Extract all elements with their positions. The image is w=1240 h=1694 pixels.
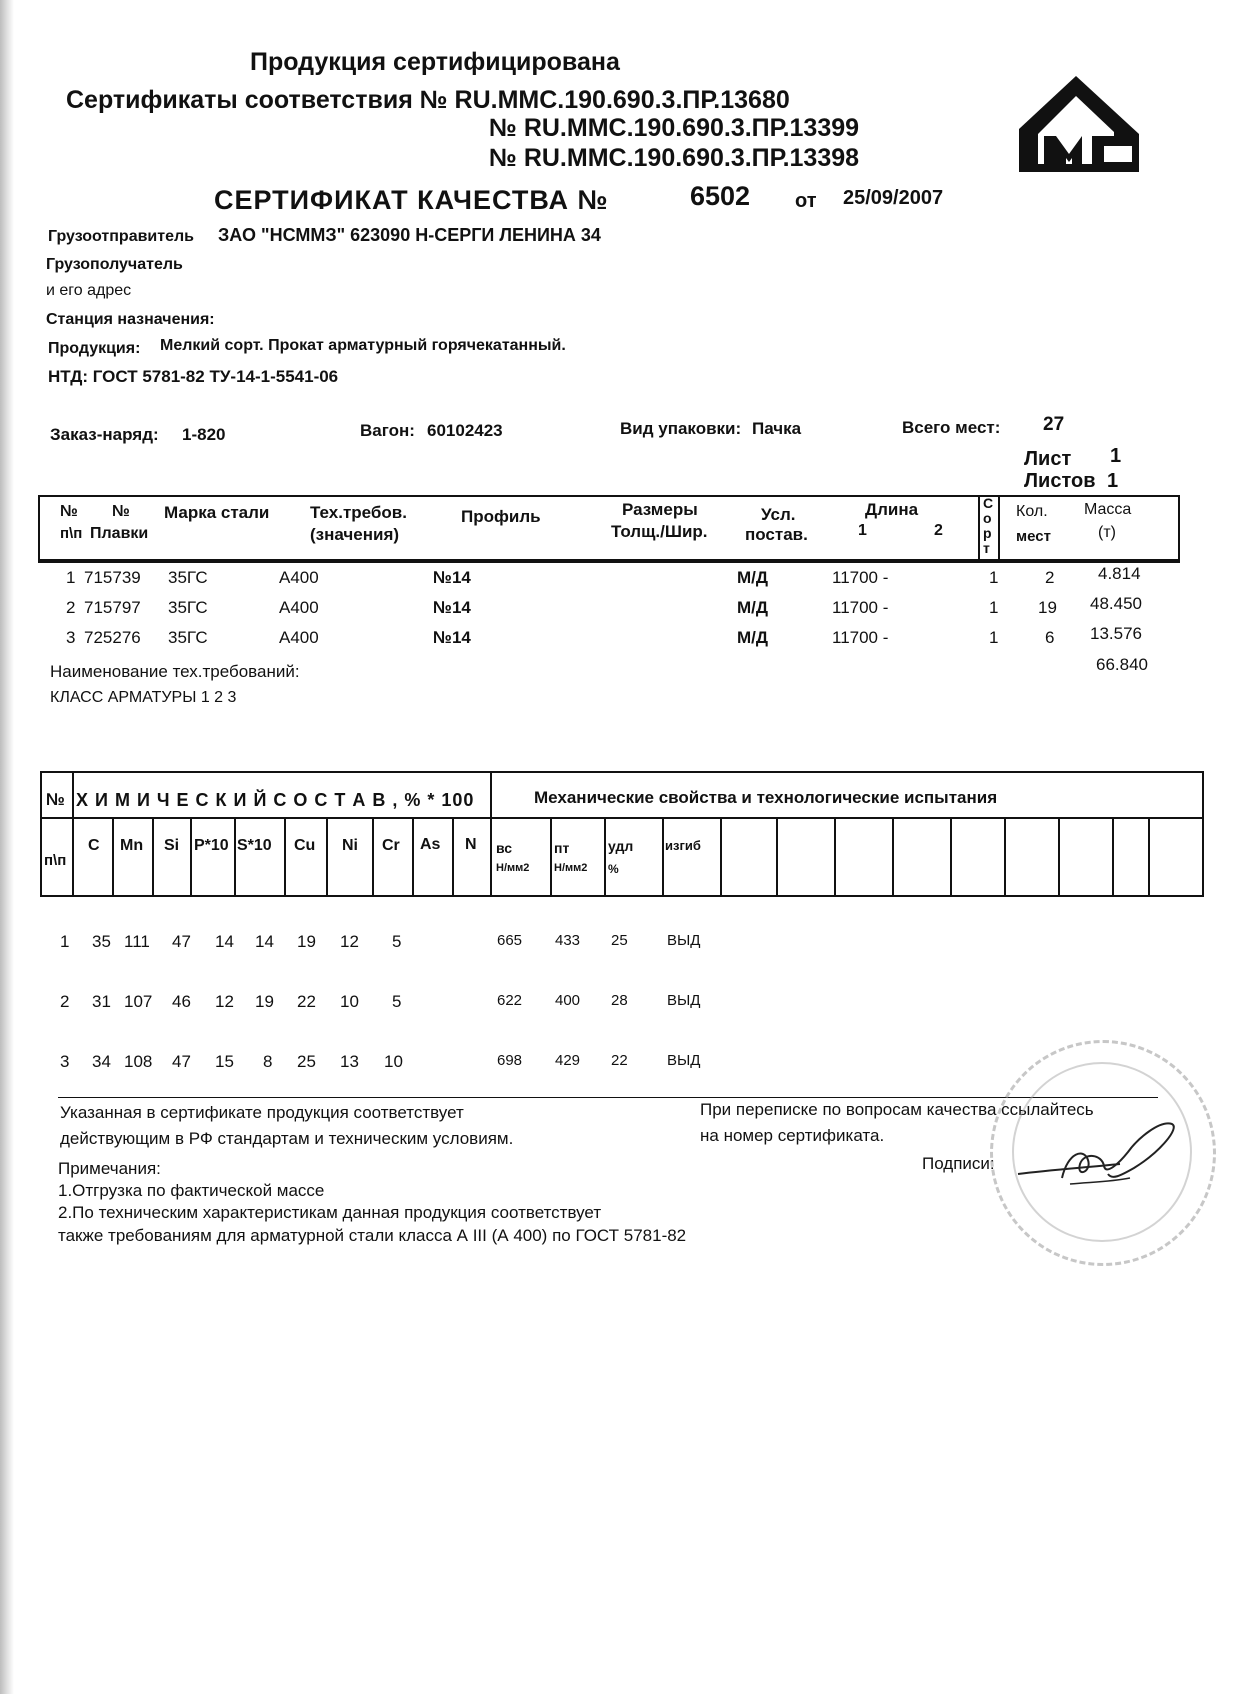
mech-col-vs-unit: Н/мм2 [496, 862, 530, 874]
col-divider [834, 817, 836, 895]
col-divider [720, 817, 722, 895]
mech-col-udl-unit: % [608, 862, 619, 876]
col-divider [662, 817, 664, 895]
col-tech: Тех.требов. [310, 503, 407, 522]
cert-number: 6502 [690, 181, 751, 211]
col-cond: Усл. [761, 505, 796, 524]
col-divider [112, 817, 114, 895]
header-bottom-rule [38, 561, 1180, 563]
col-divider [372, 817, 374, 895]
col-qty-sub: мест [1016, 528, 1051, 545]
conformity-cert-3: № RU.MMC.190.690.3.ПР.13398 [489, 144, 860, 172]
tech-req-value: КЛАСС АРМАТУРЫ 1 2 3 [50, 689, 237, 706]
signature-label: Подписи: [922, 1154, 995, 1173]
notes-label: Примечания: [58, 1159, 161, 1178]
col-divider [1058, 817, 1060, 895]
chem-col-as: As [420, 836, 441, 853]
sheet-value: 1 [1110, 445, 1122, 467]
product-label: Продукция: [48, 340, 141, 357]
mech-title: Механические свойства и технологические испытания [534, 788, 998, 807]
chem-col-ni: Ni [342, 837, 358, 854]
mmc-logo-icon [1014, 74, 1144, 174]
mech-col-vs: вс [496, 840, 513, 856]
col-mass-sub: (т) [1098, 524, 1116, 541]
chem-no-divider [72, 771, 74, 895]
mech-col-pt: пт [554, 840, 570, 856]
mech-col-pt-unit: Н/мм2 [554, 862, 588, 874]
conformity-cert-1: Сертификаты соответствия № RU.MMC.190.690.3.ПР.13680 [66, 86, 790, 114]
chem-col-c: C [88, 837, 100, 854]
shipper-value: ЗАО "НСММЗ" 623090 Н-СЕРГИ ЛЕНИНА 34 [218, 225, 601, 245]
chem-col-s: S*10 [237, 837, 272, 854]
col-divider [776, 817, 778, 895]
col-divider [284, 817, 286, 895]
col-divider [234, 817, 236, 895]
shipper-label: Грузоотправитель [48, 228, 194, 245]
scan-edge [0, 0, 14, 1694]
col-qty: Кол. [1016, 503, 1048, 520]
sheets-label: Листов [1024, 470, 1096, 492]
col-no: № [60, 503, 78, 520]
pack-value: Пачка [752, 419, 802, 438]
places-value: 27 [1043, 414, 1065, 435]
sheets-value: 1 [1107, 470, 1119, 492]
col-melt-sub: Плавки [90, 525, 149, 542]
chem-col-cu: Cu [294, 837, 316, 854]
col-size: Размеры [622, 500, 698, 519]
chem-title: Х И М И Ч Е С К И Й С О С Т А В , % * 100 [76, 790, 475, 810]
note-2: 2.По техническим характеристикам данная продукция соответствует [58, 1203, 602, 1222]
col-divider [152, 817, 154, 895]
col-mass: Масса [1084, 501, 1132, 518]
col-melt: № [112, 503, 130, 520]
places-label: Всего мест: [902, 418, 1001, 437]
product-value: Мелкий сорт. Прокат арматурный горячекатанный. [160, 337, 566, 354]
sheet-label: Лист [1024, 448, 1072, 470]
mech-col-udl: удл [608, 838, 634, 854]
note-3: также требованиям для арматурной стали класса А III (А 400) по ГОСТ 5781-82 [58, 1226, 687, 1245]
chem-col-cr: Cr [382, 837, 400, 854]
mech-col-bend: изгиб [665, 838, 701, 853]
col-cond-sub: постав. [745, 525, 808, 544]
col-divider [604, 817, 606, 895]
col-divider [1112, 817, 1114, 895]
col-profile: Профиль [461, 507, 541, 526]
order-value: 1-820 [182, 425, 226, 444]
chem-mech-divider [490, 771, 492, 895]
col-divider [892, 817, 894, 895]
cert-date: 25/09/2007 [843, 187, 944, 209]
col-tech-sub: (значения) [310, 525, 400, 544]
col-grade: Марка стали [164, 503, 270, 522]
ntd-text: НТД: ГОСТ 5781-82 ТУ-14-1-5541-06 [48, 367, 339, 386]
col-no-sub: п\п [60, 525, 83, 542]
chem-col-pp: п\п [44, 852, 67, 869]
tech-req-label: Наименование тех.требований: [50, 662, 300, 681]
sort-left-divider [978, 495, 980, 559]
chem-col-no: № [46, 790, 65, 809]
col-length-2: 2 [934, 522, 943, 539]
cert-from-label: от [795, 190, 817, 212]
footer-rule [58, 1097, 1158, 1098]
conformity-statement-2: действующим в РФ стандартам и техническим условиям. [60, 1129, 514, 1148]
wagon-value: 60102423 [427, 421, 503, 440]
station-label: Станция назначения: [46, 311, 215, 328]
col-divider [452, 817, 454, 895]
mass-total: 66.840 [1096, 655, 1148, 674]
col-divider [550, 817, 552, 895]
consignee-address-label: и его адрес [46, 282, 132, 299]
correspondence-note-2: на номер сертификата. [700, 1126, 885, 1145]
col-length-1: 1 [858, 522, 867, 539]
col-divider [1004, 817, 1006, 895]
col-sort: С о р т [983, 495, 994, 556]
chem-header-rule [40, 817, 1204, 819]
signature-icon [1010, 1112, 1190, 1202]
chem-col-si: Si [164, 837, 180, 854]
col-size-sub: Толщ./Шир. [611, 522, 708, 541]
pack-label: Вид упаковки: [620, 419, 742, 438]
conformity-statement-1: Указанная в сертификате продукция соответствует [60, 1103, 464, 1122]
conformity-cert-2: № RU.MMC.190.690.3.ПР.13399 [489, 114, 860, 142]
consignee-label: Грузополучатель [46, 256, 183, 273]
col-divider [412, 817, 414, 895]
cert-title: СЕРТИФИКАТ КАЧЕСТВА № [214, 185, 609, 215]
certified-heading: Продукция сертифицирована [250, 48, 620, 76]
chem-col-n: N [465, 836, 477, 853]
note-1: 1.Отгрузка по фактической массе [58, 1181, 325, 1200]
col-length: Длина [865, 500, 919, 519]
col-divider [1148, 817, 1150, 895]
correspondence-note-1: При переписке по вопросам качества ссылайтесь [700, 1100, 1094, 1119]
wagon-label: Вагон: [360, 421, 415, 440]
col-divider [190, 817, 192, 895]
chem-col-mn: Mn [120, 837, 144, 854]
order-label: Заказ-наряд: [50, 425, 159, 444]
sort-right-divider [998, 495, 1000, 559]
chem-col-p: P*10 [194, 837, 229, 854]
col-divider [326, 817, 328, 895]
col-divider [950, 817, 952, 895]
